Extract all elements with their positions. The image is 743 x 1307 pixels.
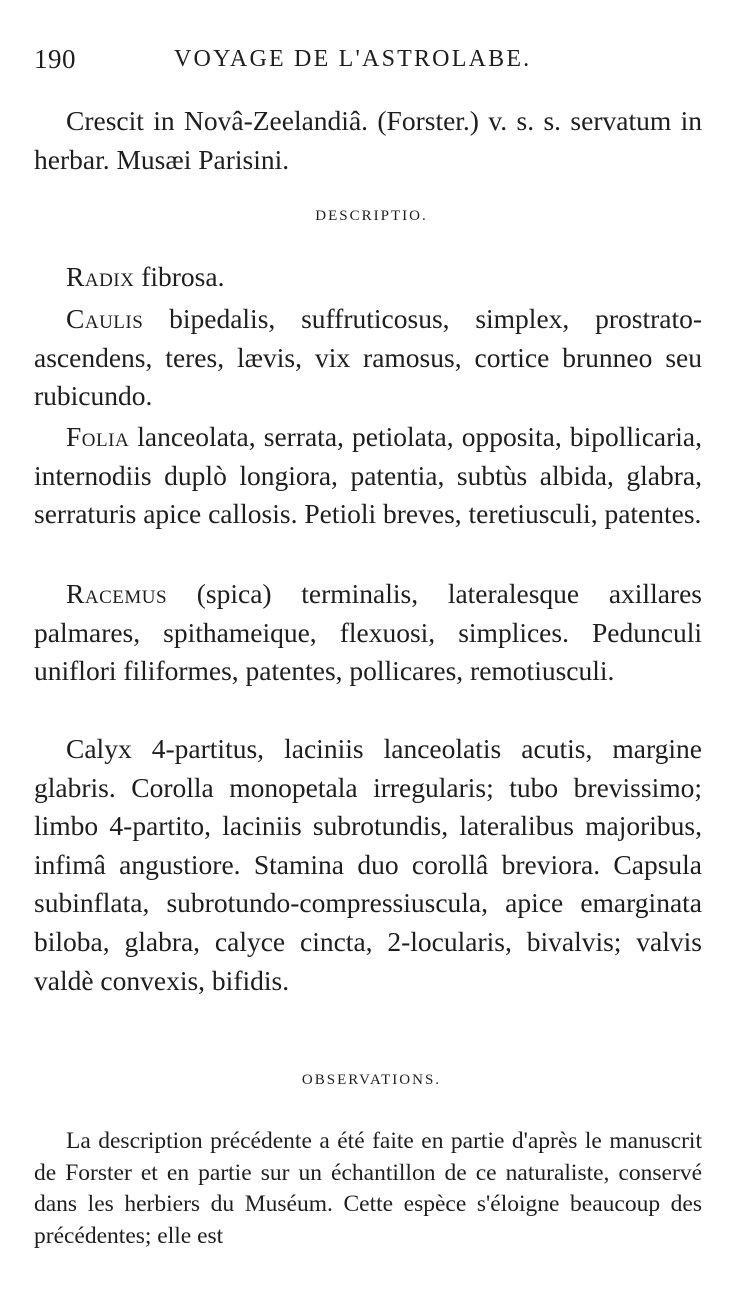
text-radix: fibrosa. — [134, 261, 225, 292]
term-racemus: Racemus — [66, 578, 168, 609]
description-paragraph-radix — [34, 258, 702, 297]
page-number: 190 — [34, 44, 76, 74]
text-caulis: bipedalis, suffruticosus, simplex, prostrato-ascendens, teres, lævis, vix ramosus, cortice brunneo seu rubicundo. — [34, 303, 702, 412]
term-radix: Radix — [66, 261, 135, 292]
text-folia: lanceolata, serrata, petiolata, opposita, bipollicaria, internodiis duplò longiora, patentia, subtùs albida, glabra, serraturis apice callosis. Petioli breves, teretiusculi, patentes. — [34, 421, 702, 530]
description-paragraph-racemus — [34, 575, 702, 691]
term-folia: Folia — [66, 421, 130, 452]
text-calyx: Calyx 4-partitus, laciniis lanceolatis acutis, margine glabris. Corolla monopetala irregularis; tubo brevissimo; limbo 4-partito, laciniis subrotundis, lateralibus majoribus, infimâ angustiore. Stamina duo corollâ breviora. Capsula subinflata, subrotundo-compressiuscula, apice emarginata biloba, glabra, calyce cincta, 2-locularis, bivalvis; valvis valdè convexis, bifidis. — [34, 733, 702, 996]
observations-heading: OBSERVATIONS. — [301, 1072, 442, 1088]
description-paragraph-calyx — [34, 730, 702, 1000]
description-paragraph-caulis — [34, 300, 702, 416]
intro-paragraph: Crescit in Novâ-Zeelandiâ. (Forster.) v. s. s. servatum in herbar. Musæi Parisini. — [34, 105, 702, 175]
term-caulis: Caulis — [66, 303, 144, 334]
observations-paragraph: La description précédente a été faite en partie d'après le manuscrit de Forster et en partie sur un échantillon de ce naturaliste, conservé dans les herbiers du Muséum. Cette espèce s'éloigne beaucoup des précédentes; elle est — [34, 1128, 702, 1249]
text-racemus: (spica) terminalis, lateralesque axillares palmares, spithameique, flexuosi, simplices. Pedunculi uniflori filiformes, patentes, pollicares, remotiusculi. — [34, 578, 702, 687]
description-paragraph-folia — [34, 418, 702, 534]
description-heading: DESCRIPTIO. — [315, 208, 428, 224]
running-head — [34, 44, 706, 78]
running-title: VOYAGE DE L'ASTROLABE. — [174, 46, 532, 72]
